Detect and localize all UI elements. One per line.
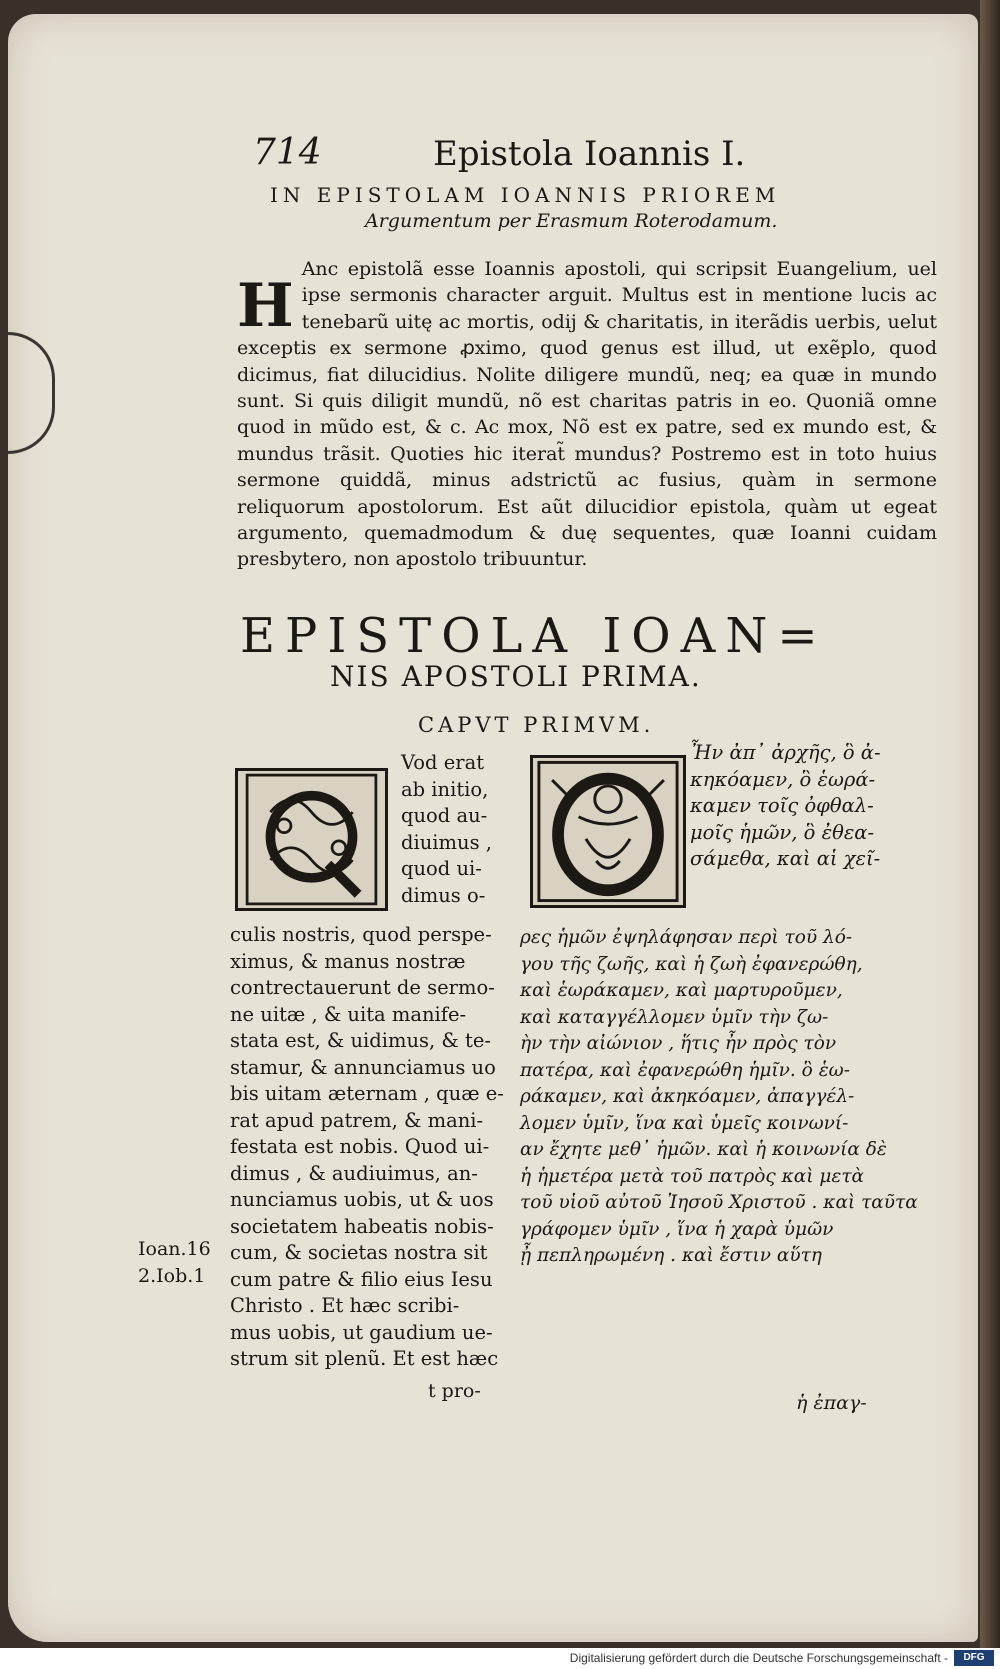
funding-notice: Digitalisierung gefördert durch die Deutsche Forschungsgemeinschaft - [569,1651,948,1665]
text-line: stamur, & annunciamus uo [230,1055,496,1079]
text-line: καὶ ἑωράκαμεν, καὶ μαρτυροῦμεν, [520,980,843,1001]
argument-text [237,256,937,573]
text-line: Christo . Et hæc scribi- [230,1294,460,1317]
text-line: λομεν ὑμῖν, ἵνα καὶ ὑμεῖς κοινωνί- [520,1112,849,1134]
text-line: mus uobis, ut gaudium ue- [230,1320,493,1344]
text-line: ab initio, [401,777,489,801]
text-line: dimus o- [401,883,486,907]
text-line: γου τῆς ζωῆς, καὶ ἡ ζωὴ ἐφανερώθη, [520,953,863,975]
greek-wide-block [520,925,918,1270]
epistle-title: EPISTOLA IOAN= [240,608,828,664]
argument-body: Anc epistolã esse Ioannis apostoli, qui scripsit Euangelium, uel ipse sermonis character arguit. Multus est in mentione lucis ac tenebarũ uitę ac mortis, odij & charitatis, in iterãdis uerbis, uelut exceptis ex sermone ꝓximo, quod genus est illud, ut exẽplo, quod dicimus, fiat dilucidius. Nolite diligere mundũ, neq; ea quæ in mundo sunt. Si quis diligit mundũ, nõ est charitas patris in eo. Quoniã omne quod in mũdo est, & c. Ac mox, Nõ est ex patre, sed ex mundo est, & mundus trãsit. Quoties hic iterat̃ mundus? Postremo est in toto huius sermone quiddã, minus adstrictũ ac fusius, quàm in sermone reliquorum apostolorum. Est aũt dilucidior epistola, quàm ut egeat argumento, quemadmodum & duę sequentes, quæ Ioanni cuidam presbytero, non apostolo tribuuntur. [237,258,937,571]
text-line: nunciamus uobis, ut & uos [230,1188,494,1211]
greek-narrow-block [690,740,881,873]
text-line: γράφομεν ὑμῖν , ἵνα ἡ χαρὰ ὑμῶν [520,1218,834,1240]
argument-title: IN EPISTOLAM IOANNIS PRIOREM [270,183,781,207]
margin-line: Ioan.16 [138,1238,211,1260]
book-gutter [980,0,1000,1669]
text-line: Ἦν ἀπ᾽ ἀρχῆς, ὃ ἀ- [690,741,881,764]
text-line: Vod erat [401,751,485,774]
margin-reference [138,1236,211,1290]
text-line: cum patre & filio eius Iesu [230,1267,493,1291]
text-line: societatem habeatis nobis- [230,1214,494,1238]
text-line: stata est, & uidimus, & te- [230,1029,491,1052]
text-line: culis nostris, quod perspe- [230,923,492,946]
foliage-ornament-icon [238,771,385,908]
text-line: dimus , & audiuimus, an- [230,1161,478,1185]
text-line: bis uitam æternam , quæ e- [230,1082,504,1105]
text-line: ne uitæ , & uita manife- [230,1002,467,1026]
text-line: σάμεθα, καὶ αἱ χεῖ- [690,847,881,870]
running-title: Epistola Ioannis I. [433,134,746,174]
latin-narrow-block [401,750,492,909]
footer-bar [0,1648,1000,1669]
argument-subtitle: Argumentum per Erasmum Roterodamum. [365,210,778,232]
text-line: quod ui- [401,857,482,880]
latin-wide-block [230,922,504,1373]
text-line: πατέρα, καὶ ἐφανερώθη ἡμῖν. ὃ ἑω- [520,1059,850,1081]
text-line: κηκόαμεν, ὃ ἑωρά- [690,767,876,791]
text-line: μοῖς ἡμῶν, ὃ ἐθεα- [690,820,875,844]
drop-letter: H [237,271,294,341]
text-line: ᾖ πεπληρωμένη . καὶ ἔστιν αὕτη [520,1245,822,1266]
figure-ornament-icon [533,758,683,905]
text-line: ἡ ἡμετέρα μετὰ τοῦ πατρὸς καὶ μετὰ [520,1165,865,1187]
text-line: αν ἔχητε μεθ᾽ ἡμῶν. καὶ ἡ κοινωνία δὲ [520,1139,887,1160]
page-number: 714 [253,132,322,173]
text-line: ximus, & manus nostræ [230,949,466,973]
greek-catchword: ἡ ἐπαγ- [796,1392,867,1414]
chapter-heading: CAPVT PRIMVM. [418,713,655,737]
ornamental-initial-q-icon [235,768,388,911]
text-line: contrectauerunt de sermo- [230,976,495,999]
text-line: quod au- [401,804,488,827]
text-line: festata est nobis. Quod ui- [230,1135,490,1158]
text-line: strum sit plenũ. Et est hæc [230,1347,499,1370]
margin-line: 2.Iob.1 [138,1265,206,1287]
text-line: ράκαμεν, καὶ ἀκηκόαμεν, ἀπαγγέλ- [520,1086,855,1107]
text-line: καμεν τοῖς ὀφθαλ- [690,794,874,817]
epistle-subtitle: NIS APOSTOLI PRIMA. [330,660,702,693]
text-line: cum, & societas nostra sit [230,1241,488,1264]
text-line: ρες ἡμῶν ἐψηλάφησαν περὶ τοῦ λό- [520,927,853,948]
clasp-ring-decoration [8,332,55,454]
ornamental-initial-h-icon [530,755,686,908]
text-line: τοῦ υἱοῦ αὐτοῦ Ἰησοῦ Χριστοῦ . καὶ ταῦτα [520,1192,918,1213]
text-line: καὶ καταγγέλλομεν ὑμῖν τὴν ζω- [520,1006,829,1028]
text-line: rat apud patrem, & mani- [230,1108,484,1132]
dfg-logo-icon[interactable]: DFG [954,1650,994,1666]
text-line: ὴν τὴν αἰώνιον , ἥτις ἦν πρὸς τὸν [520,1033,837,1054]
latin-catchword: t pro- [428,1380,481,1402]
text-line: diuimus , [401,830,492,854]
